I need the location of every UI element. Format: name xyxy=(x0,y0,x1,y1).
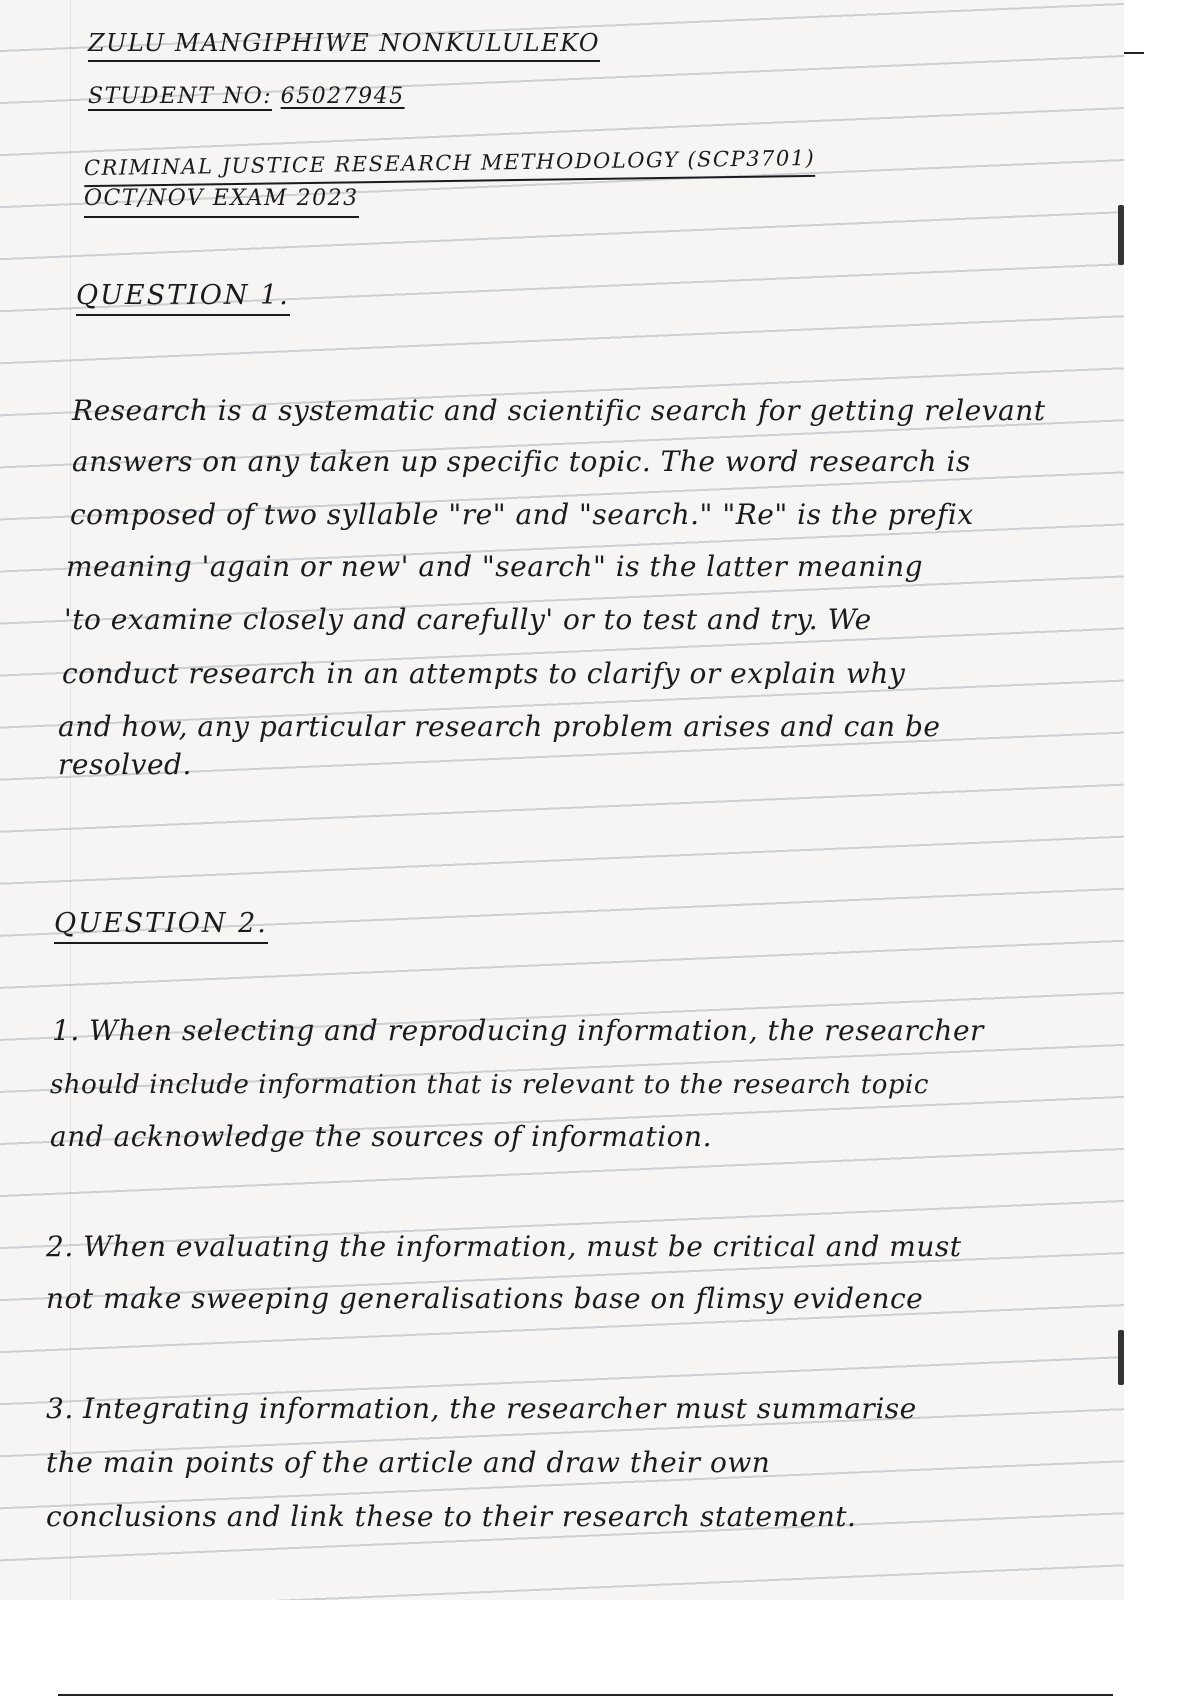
answer-line: and how, any particular research problem arises and can be xyxy=(58,710,941,743)
answer-line: and acknowledge the sources of information. xyxy=(50,1120,712,1153)
module-title: CRIMINAL JUSTICE RESEARCH METHODOLOGY (SCP3701) xyxy=(84,143,816,187)
binder-mark xyxy=(1118,205,1124,265)
answer-line: not make sweeping generalisations base on flimsy evidence xyxy=(46,1282,924,1315)
answer-line: should include information that is relevant to the research topic xyxy=(50,1070,929,1100)
answer-line: conduct research in an attempts to clarify or explain why xyxy=(62,657,906,690)
answer-line: Research is a systematic and scientific search for getting relevant xyxy=(72,394,1046,427)
answer-line: 'to examine closely and carefully' or to test and try. We xyxy=(64,603,872,636)
student-number-value: 65027945 xyxy=(280,84,405,109)
answer-line: conclusions and link these to their research statement. xyxy=(46,1500,857,1533)
student-name: ZULU MANGIPHIWE NONKULULEKO xyxy=(88,28,600,62)
question-1-heading: QUESTION 1. xyxy=(76,280,290,316)
answer-line: 1. When selecting and reproducing information, the researcher xyxy=(52,1014,984,1047)
question-2-heading: QUESTION 2. xyxy=(54,908,268,944)
binder-mark xyxy=(1118,1330,1124,1385)
margin-line xyxy=(70,0,71,1600)
footer-rule xyxy=(58,1694,1113,1696)
student-number xyxy=(88,82,405,114)
page-edge-tab xyxy=(1124,52,1144,54)
answer-line: 2. When evaluating the information, must be critical and must xyxy=(46,1230,962,1263)
answer-line: meaning 'again or new' and "search" is the latter meaning xyxy=(66,550,924,583)
answer-line: resolved. xyxy=(58,748,192,781)
student-number-label: STUDENT NO: xyxy=(88,84,273,109)
answer-line: the main points of the article and draw their own xyxy=(46,1446,771,1479)
answer-line: 3. Integrating information, the researcher must summarise xyxy=(46,1392,917,1425)
answer-line: answers on any taken up specific topic. The word research is xyxy=(72,445,971,478)
answer-line: composed of two syllable "re" and "search." "Re" is the prefix xyxy=(70,498,974,531)
exam-session: OCT/NOV EXAM 2023 xyxy=(84,184,359,218)
